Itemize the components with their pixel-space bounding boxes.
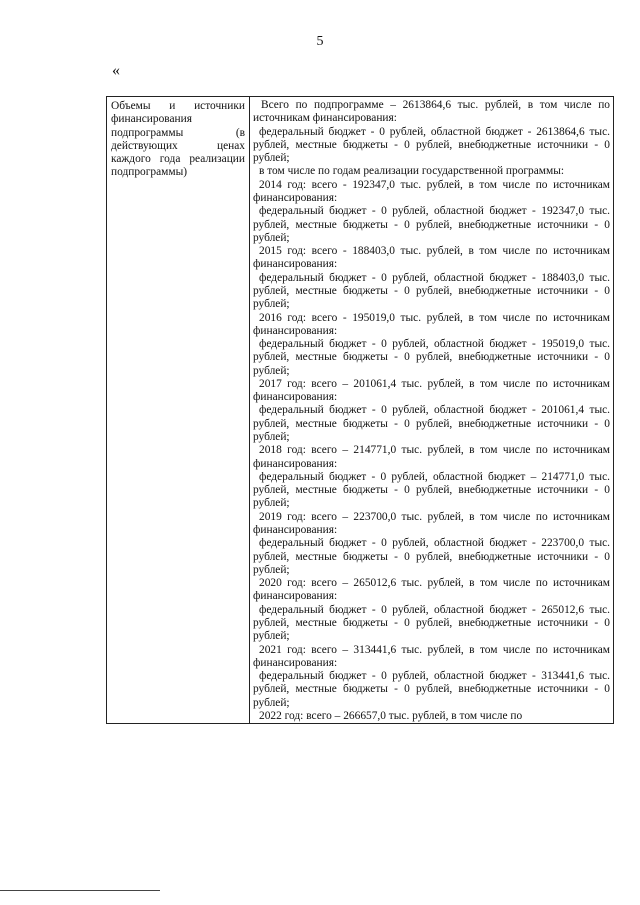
year-sources: федеральный бюджет - 0 рублей, областной бюджет - 223700,0 тыс. рублей, местные бюджеты - 0 рублей, внебюджетные источники - 0 рублей; — [253, 537, 610, 576]
year-sources: федеральный бюджет - 0 рублей, областной бюджет - 313441,6 тыс. рублей, местные бюджеты - 0 рублей, внебюджетные источники - 0 рублей; — [253, 670, 610, 709]
by-years-intro: в том числе по годам реализации государственной программы: — [259, 165, 565, 178]
year-block-2014 — [253, 179, 610, 245]
year-summary: 2014 год: всего - 192347,0 тыс. рублей, в том числе по источникам финансирования: — [253, 178, 610, 204]
year-sources: федеральный бюджет - 0 рублей, областной бюджет - 201061,4 тыс. рублей, местные бюджеты - 0 рублей, внебюджетные источники - 0 рублей; — [253, 404, 610, 444]
year-block-2016 — [253, 312, 610, 378]
year-block-2019 — [253, 511, 610, 577]
year-sources: федеральный бюджет - 0 рублей, областной бюджет - 195019,0 тыс. рублей, местные бюджеты - 0 рублей, внебюджетные источники - 0 рублей; — [253, 338, 610, 377]
year-sources: федеральный бюджет - 0 рублей, областной бюджет - 192347,0 тыс. рублей, местные бюджеты - 0 рублей, внебюджетные источники - 0 рублей; — [253, 205, 610, 244]
row-label: Объемы и источники финансирования подпрограммы (в действующих ценах каждого года реализации подпрограммы) — [111, 100, 245, 179]
year-sources: федеральный бюджет - 0 рублей, областной бюджет - 188403,0 тыс. рублей, местные бюджеты - 0 рублей, внебюджетные источники - 0 рублей; — [253, 271, 610, 311]
year-summary: 2020 год: всего – 265012,6 тыс. рублей, в том числе по источникам финансирования: — [253, 577, 610, 603]
footnote-rule — [0, 890, 160, 891]
year-block-2021 — [253, 644, 610, 710]
year-block-2020 — [253, 577, 610, 643]
year-block-2018 — [253, 444, 610, 510]
year-sources: федеральный бюджет - 0 рублей, областной бюджет - 265012,6 тыс. рублей, местные бюджеты - 0 рублей, внебюджетные источники - 0 рублей; — [253, 603, 610, 643]
year-summary: 2018 год: всего – 214771,0 тыс. рублей, в том числе по источникам финансирования: — [253, 444, 610, 470]
total-summary: Всего по подпрограмме – 2613864,6 тыс. рублей, в том числе по источникам финансирования: — [253, 99, 610, 125]
row-label-cell — [107, 97, 250, 724]
year-summary: 2016 год: всего - 195019,0 тыс. рублей, в том числе по источникам финансирования: — [253, 311, 610, 337]
year-block-2022 — [253, 710, 610, 723]
year-sources: федеральный бюджет - 0 рублей, областной бюджет – 214771,0 тыс. рублей, местные бюджеты - 0 рублей, внебюджетные источники - 0 рублей; — [253, 470, 610, 510]
year-summary: 2019 год: всего – 223700,0 тыс. рублей, в том числе по источникам финансирования: — [253, 510, 610, 536]
year-block-2015 — [253, 245, 610, 311]
opening-quote-mark: « — [112, 62, 120, 79]
year-summary: 2021 год: всего – 313441,6 тыс. рублей, в том числе по источникам финансирования: — [253, 643, 610, 669]
year-block-2017 — [253, 378, 610, 444]
financing-table — [106, 96, 614, 724]
year-summary: 2022 год: всего – 266657,0 тыс. рублей, в том числе по — [259, 709, 523, 722]
total-sources: федеральный бюджет - 0 рублей, областной бюджет - 2613864,6 тыс. рублей, местные бюджеты - 0 рублей, внебюджетные источники - 0 рублей; — [253, 125, 610, 165]
row-content-cell — [250, 97, 614, 724]
page-number: 5 — [316, 34, 324, 49]
year-summary: 2017 год: всего – 201061,4 тыс. рублей, в том числе по источникам финансирования: — [253, 377, 610, 404]
financing-row — [107, 97, 614, 724]
year-summary: 2015 год: всего - 188403,0 тыс. рублей, в том числе по источникам финансирования: — [253, 245, 610, 271]
